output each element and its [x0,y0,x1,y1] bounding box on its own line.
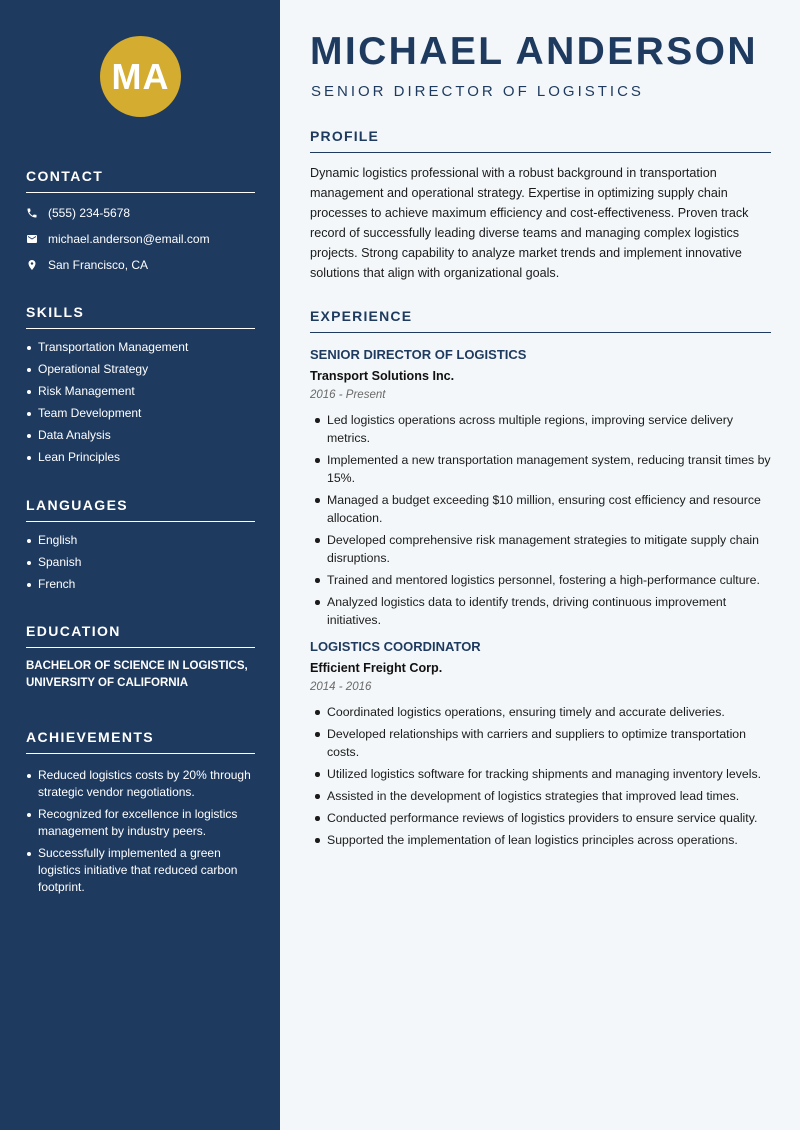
skill-item: Operational Strategy [26,361,255,378]
achievement-item: Successfully implemented a green logistics initiative that reduced carbon footprint. [26,845,255,896]
job-company: Efficient Freight Corp. [310,661,443,675]
contact-heading: CONTACT [26,168,255,193]
skill-item: Risk Management [26,383,255,400]
job-bullet: Trained and mentored logistics personnel, fostering a high-performance culture. [327,571,771,589]
job-bullet: Developed relationships with carriers and suppliers to optimize transportation costs. [327,725,771,761]
avatar [100,36,181,117]
achievements-heading: ACHIEVEMENTS [26,729,255,754]
contact-location [26,252,255,278]
job-dates: 2016 - Present [310,389,386,401]
job-bullet: Assisted in the development of logistics strategies that improved lead times. [327,787,771,805]
contact-section [26,168,255,278]
job-bullet: Managed a budget exceeding $10 million, ensuring cost efficiency and resource allocation. [327,491,771,527]
job-bullet: Developed comprehensive risk management strategies to mitigate supply chain disruptions. [327,531,771,567]
skill-item: Data Analysis [26,427,255,444]
mail-icon [26,233,48,245]
education-heading: EDUCATION [26,623,255,648]
education-degree: BACHELOR OF SCIENCE IN LOGISTICS, UNIVERSITY OF CALIFORNIA [26,660,248,689]
job-entry [310,347,771,629]
experience-section [310,308,771,853]
location-text: San Francisco, CA [48,258,149,272]
job-bullet: Conducted performance reviews of logistics providers to ensure service quality. [327,809,771,827]
job-bullet: Coordinated logistics operations, ensuring timely and accurate deliveries. [327,703,771,721]
profile-text: Dynamic logistics professional with a robust background in transportation management and operational strategy. Expertise in optimizing supply chain processes to achieve maximum efficiency and cost-effectiveness. Proven track record of successfully leading diverse teams and managing complex logistics projects. Strong capability to analyze market trends and implement innovative solutions that align with organizational goals. [310,166,749,280]
achievement-item: Reduced logistics costs by 20% through strategic vendor negotiations. [26,767,255,801]
language-item: English [26,532,255,549]
sidebar [0,0,280,1130]
language-item: French [26,576,255,593]
candidate-name: MICHAEL ANDERSON [310,30,758,73]
achievements-section [26,729,255,901]
job-title: LOGISTICS COORDINATOR [310,639,481,654]
job-bullet: Supported the implementation of lean logistics principles across operations. [327,831,771,849]
skills-section [26,304,255,471]
languages-heading: LANGUAGES [26,497,255,522]
contact-email [26,226,255,252]
skill-item: Lean Principles [26,449,255,466]
languages-section [26,497,255,598]
job-company: Transport Solutions Inc. [310,369,455,383]
achievement-item: Recognized for excellence in logistics management by industry peers. [26,806,255,840]
avatar-initials: MA [111,55,170,97]
experience-heading: EXPERIENCE [310,308,771,333]
skill-item: Team Development [26,405,255,422]
job-bullet: Utilized logistics software for tracking shipments and managing inventory levels. [327,765,771,783]
job-bullet: Analyzed logistics data to identify trends, driving continuous improvement initiatives. [327,593,771,629]
phone-text: (555) 234-5678 [48,206,131,220]
education-section [26,623,255,692]
language-item: Spanish [26,554,255,571]
job-bullet: Implemented a new transportation management system, reducing transit times by 15%. [327,453,771,485]
job-title: SENIOR DIRECTOR OF LOGISTICS [310,347,527,362]
job-entry [310,639,771,849]
phone-icon [26,207,48,219]
skill-item: Transportation Management [26,339,255,356]
email-text: michael.anderson@email.com [48,232,210,246]
profile-heading: PROFILE [310,128,771,153]
location-pin-icon [26,259,48,271]
contact-phone [26,200,255,226]
job-dates: 2014 - 2016 [310,681,372,693]
skills-heading: SKILLS [26,304,255,329]
job-bullet: Led logistics operations across multiple regions, improving service delivery metrics. [327,411,771,447]
profile-section [310,128,771,283]
candidate-title: SENIOR DIRECTOR OF LOGISTICS [311,83,644,100]
